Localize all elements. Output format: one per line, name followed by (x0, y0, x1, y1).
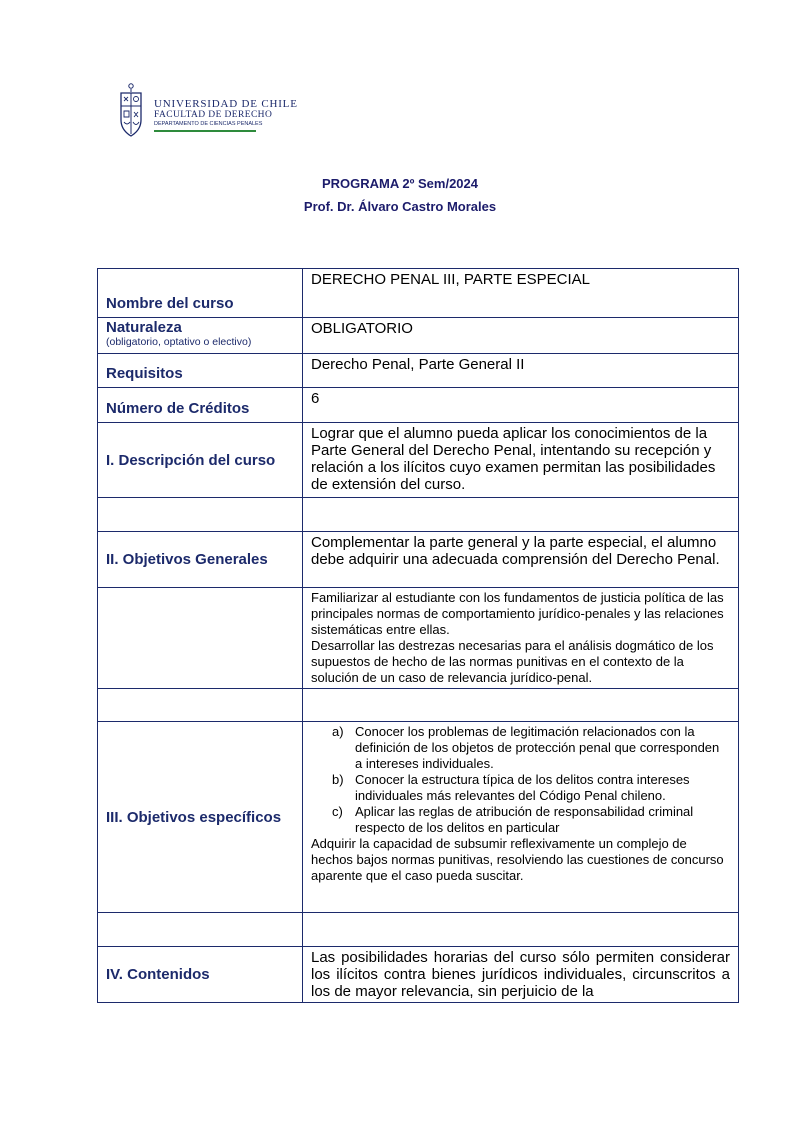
empty-cell (98, 588, 303, 689)
objetivos-list (311, 724, 730, 836)
university-name: UNIVERSIDAD DE CHILE (154, 98, 298, 110)
label-naturaleza-text: Naturaleza (106, 319, 182, 336)
value-objetivos-generales-extra (303, 588, 739, 689)
empty-cell (98, 689, 303, 722)
row-objetivos-especificos (98, 722, 739, 913)
list-item-text: Aplicar las reglas de atribución de responsabilidad criminal respecto de los delitos en particular (355, 804, 694, 835)
list-marker: c) (332, 804, 343, 819)
list-item-text: Conocer los problemas de legitimación relacionados con la definición de los objetos de protección penal que corresponden a intereses individuales. (355, 724, 720, 771)
value-requisitos: Derecho Penal, Parte General II (303, 354, 739, 388)
label-naturaleza-sub: (obligatorio, optativo o electivo) (106, 336, 252, 348)
value-naturaleza: OBLIGATORIO (303, 318, 739, 354)
empty-cell (303, 498, 739, 532)
value-contenidos: Las posibilidades horarias del curso sólo permiten considerar los ilícitos contra bienes jurídicos individuales, circunscritos a los de mayor relevancia, sin perjuicio de la (303, 947, 739, 1003)
value-objetivos-generales: Complementar la parte general y la parte especial, el alumno debe adquirir una adecuada comprensión del Derecho Penal. (303, 532, 739, 588)
objetivos-closing: Adquirir la capacidad de subsumir reflexivamente un complejo de hechos bajos normas punitivas, resolviendo las cuestiones de concurso aparente que el caso pueda suscitar. (311, 836, 724, 883)
label-requisitos: Requisitos (98, 354, 303, 388)
value-descripcion: Lograr que el alumno pueda aplicar los conocimientos de la Parte General del Derecho Penal, intentando su recepción y relación a los ilícitos cuyo examen permitan las posibilidades de extensión del curso. (303, 423, 739, 498)
document-title-block (0, 172, 800, 218)
empty-cell (98, 498, 303, 532)
syllabus-table (97, 268, 739, 1003)
list-marker: a) (332, 724, 344, 739)
label-descripcion: I. Descripción del curso (98, 423, 303, 498)
row-creditos (98, 388, 739, 423)
empty-cell (98, 913, 303, 947)
empty-cell (303, 689, 739, 722)
row-empty-2 (98, 689, 739, 722)
value-objetivos-especificos (303, 722, 739, 913)
row-contenidos (98, 947, 739, 1003)
list-item-text: Conocer la estructura típica de los delitos contra intereses individuales más relevantes del Código Penal chileno. (355, 772, 690, 803)
logo-divider (154, 130, 256, 132)
list-item (311, 772, 730, 804)
department-name: DEPARTAMENTO DE CIENCIAS PENALES (154, 121, 263, 127)
row-requisitos (98, 354, 739, 388)
label-nombre: Nombre del curso (98, 269, 303, 318)
row-objetivos-generales-extra (98, 588, 739, 689)
university-logo (118, 80, 298, 140)
empty-cell (303, 913, 739, 947)
university-shield-icon (118, 80, 148, 140)
row-empty-1 (98, 498, 739, 532)
value-nombre: DERECHO PENAL III, PARTE ESPECIAL (303, 269, 739, 318)
professor-name: Prof. Dr. Álvaro Castro Morales (303, 199, 497, 214)
label-naturaleza (98, 318, 303, 354)
label-objetivos-especificos: III. Objetivos específicos (98, 722, 303, 913)
row-descripcion (98, 423, 739, 498)
label-objetivos-generales: II. Objetivos Generales (98, 532, 303, 588)
row-objetivos-generales (98, 532, 739, 588)
objetivo-general-familiarizar: Familiarizar al estudiante con los fundamentos de justicia política de las principales normas de comportamiento jurídico-penales y las relaciones sistemáticas entre ellas. (311, 590, 724, 637)
faculty-name: FACULTAD DE DERECHO (154, 110, 273, 120)
list-item (311, 804, 730, 836)
list-item (311, 724, 730, 772)
program-title: PROGRAMA 2º Sem/2024 (322, 176, 478, 191)
value-creditos: 6 (303, 388, 739, 423)
label-contenidos: IV. Contenidos (98, 947, 303, 1003)
list-marker: b) (332, 772, 344, 787)
row-empty-3 (98, 913, 739, 947)
row-naturaleza (98, 318, 739, 354)
objetivo-general-desarrollar: Desarrollar las destrezas necesarias para el análisis dogmático de los supuestos de hecho de las normas punitivas en el contexto de la solución de un caso de relevancia jurídico-penal. (311, 638, 714, 685)
label-creditos: Número de Créditos (98, 388, 303, 423)
row-nombre (98, 269, 739, 318)
